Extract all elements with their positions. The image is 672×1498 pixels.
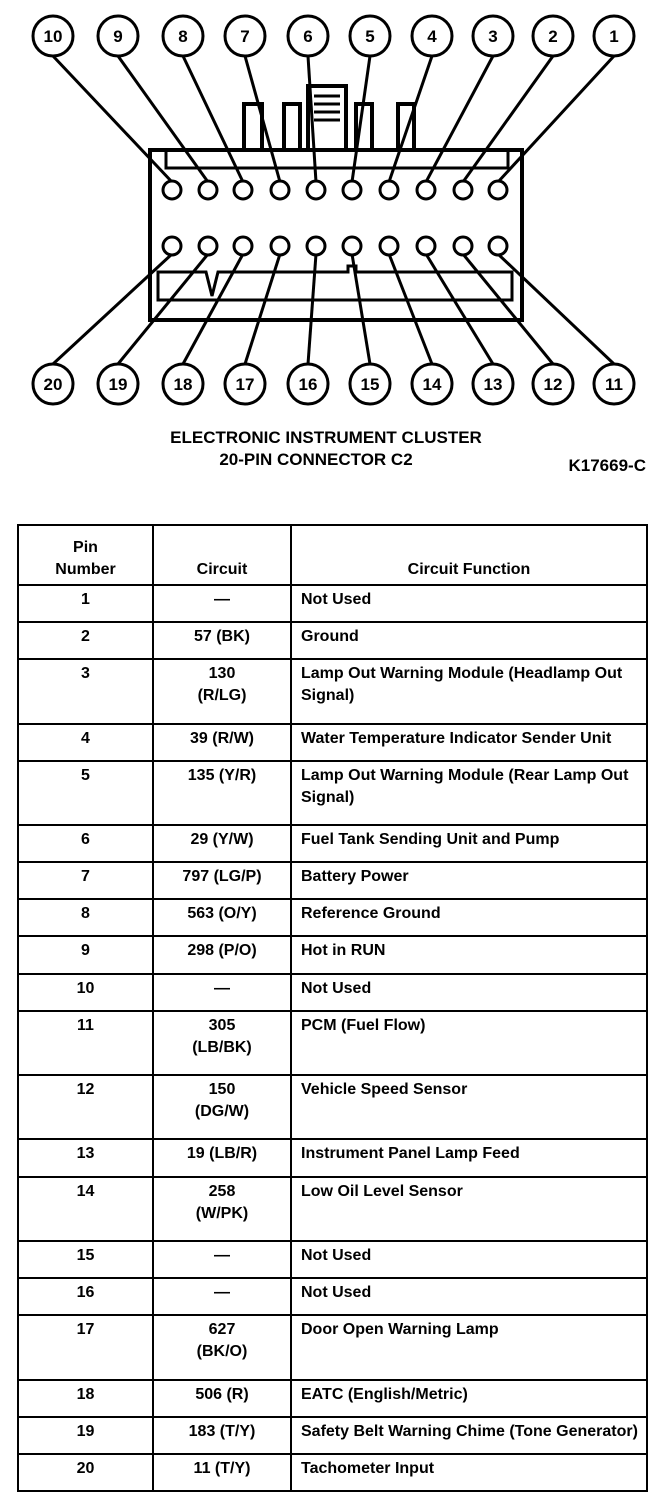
circuit-function-cell: Reference Ground — [291, 899, 647, 936]
circuit-cell: — — [153, 1278, 291, 1315]
pin-number-cell: 14 — [18, 1177, 153, 1241]
pin-number-cell: 18 — [18, 1380, 153, 1417]
circuit-cell: — — [153, 974, 291, 1011]
top-pin-leader-line — [498, 56, 614, 182]
top-pin-callout — [98, 16, 138, 56]
callout-number: 17 — [235, 375, 255, 394]
header-circuit: Circuit — [153, 525, 291, 585]
callout-number: 15 — [360, 375, 380, 394]
bottom-pin-pin-hole — [454, 237, 472, 255]
circuit-function-cell: Door Open Warning Lamp — [291, 1315, 647, 1379]
table-row — [18, 974, 647, 1011]
header-circuit-function: Circuit Function — [291, 525, 647, 585]
circuit-cell: 135 (Y/R) — [153, 761, 291, 825]
top-pin-callout — [225, 16, 265, 56]
top-pin-callout — [473, 16, 513, 56]
circuit-function-cell: Low Oil Level Sensor — [291, 1177, 647, 1241]
bottom-pin-callout — [225, 364, 265, 404]
top-pin-callout — [533, 16, 573, 56]
circuit-cell: 57 (BK) — [153, 622, 291, 659]
top-pin-pin-hole — [307, 181, 325, 199]
bottom-pin-callout — [533, 364, 573, 404]
top-pin-leader-line — [426, 56, 493, 182]
bottom-pin-callout — [473, 364, 513, 404]
top-pin-pin-hole — [489, 181, 507, 199]
bottom-pin-callout — [33, 364, 73, 404]
bottom-pin-pin-hole — [417, 237, 435, 255]
circuit-function-cell: Not Used — [291, 585, 647, 622]
callout-number: 10 — [43, 27, 63, 46]
bottom-pin-pin-hole — [271, 237, 289, 255]
table-row — [18, 1177, 647, 1241]
callout-number: 7 — [240, 27, 250, 46]
table-row — [18, 622, 647, 659]
top-pin-leader-line — [53, 56, 172, 182]
callout-number: 20 — [43, 375, 63, 394]
circuit-cell: 258 (W/PK) — [153, 1177, 291, 1241]
diagram-title: ELECTRONIC INSTRUMENT CLUSTER — [170, 428, 482, 447]
top-pin-callout — [288, 16, 328, 56]
pin-number-cell: 15 — [18, 1241, 153, 1278]
circuit-cell: 29 (Y/W) — [153, 825, 291, 862]
circuit-function-cell: EATC (English/Metric) — [291, 1380, 647, 1417]
circuit-cell: 298 (P/O) — [153, 936, 291, 973]
callout-number: 2 — [548, 27, 558, 46]
pin-number-cell: 1 — [18, 585, 153, 622]
circuit-function-cell: Water Temperature Indicator Sender Unit — [291, 724, 647, 761]
table-row — [18, 1315, 647, 1379]
circuit-cell: 797 (LG/P) — [153, 862, 291, 899]
bottom-pin-callout — [98, 364, 138, 404]
circuit-function-cell: Not Used — [291, 974, 647, 1011]
pin-number-cell: 10 — [18, 974, 153, 1011]
table-row — [18, 1278, 647, 1315]
bottom-pin-leader-line — [53, 254, 172, 364]
circuit-function-cell: Fuel Tank Sending Unit and Pump — [291, 825, 647, 862]
pin-table — [17, 524, 648, 1492]
top-pin-pin-hole — [343, 181, 361, 199]
bottom-pin-pin-hole — [199, 237, 217, 255]
pin-number-cell: 12 — [18, 1075, 153, 1139]
circuit-function-cell: Lamp Out Warning Module (Headlamp Out Signal) — [291, 659, 647, 723]
pin-number-cell: 8 — [18, 899, 153, 936]
bottom-pin-callout — [163, 364, 203, 404]
callout-number: 11 — [605, 375, 623, 394]
circuit-function-cell: Lamp Out Warning Module (Rear Lamp Out Signal) — [291, 761, 647, 825]
table-row — [18, 761, 647, 825]
pin-number-cell: 13 — [18, 1139, 153, 1176]
bottom-pin-pin-hole — [380, 237, 398, 255]
top-pin-leader-line — [245, 56, 280, 182]
callout-number: 3 — [488, 27, 498, 46]
top-pin-callout — [33, 16, 73, 56]
top-pin-leader-line — [183, 56, 243, 182]
circuit-function-cell: Not Used — [291, 1278, 647, 1315]
top-pin-callout — [350, 16, 390, 56]
circuit-function-cell: Safety Belt Warning Chime (Tone Generator) — [291, 1417, 647, 1454]
bottom-pin-pin-hole — [234, 237, 252, 255]
table-row — [18, 659, 647, 723]
diagram-subtitle: 20-PIN CONNECTOR C2 — [219, 450, 413, 469]
callout-number: 16 — [298, 375, 318, 394]
callout-number: 19 — [108, 375, 128, 394]
table-row — [18, 585, 647, 622]
top-pin-pin-hole — [380, 181, 398, 199]
bottom-pin-pin-hole — [343, 237, 361, 255]
callout-number: 8 — [178, 27, 188, 46]
pin-number-cell: 4 — [18, 724, 153, 761]
bottom-pin-callout — [412, 364, 452, 404]
top-pin-callout — [163, 16, 203, 56]
callout-number: 4 — [427, 27, 437, 46]
connector-diagram — [0, 0, 672, 420]
pin-number-cell: 9 — [18, 936, 153, 973]
callout-number: 6 — [303, 27, 313, 46]
circuit-cell: 506 (R) — [153, 1380, 291, 1417]
table-row — [18, 936, 647, 973]
top-pin-leader-line — [389, 56, 432, 182]
top-pin-pin-hole — [234, 181, 252, 199]
bottom-pin-callout — [350, 364, 390, 404]
circuit-cell: 39 (R/W) — [153, 724, 291, 761]
header-pin-number: Pin Number — [18, 525, 153, 585]
circuit-function-cell: Hot in RUN — [291, 936, 647, 973]
table-row — [18, 1075, 647, 1139]
circuit-cell: 130 (R/LG) — [153, 659, 291, 723]
table-row — [18, 1380, 647, 1417]
bottom-pin-callout — [594, 364, 634, 404]
circuit-cell: 183 (T/Y) — [153, 1417, 291, 1454]
table-row — [18, 1454, 647, 1491]
pin-number-cell: 11 — [18, 1011, 153, 1075]
circuit-function-cell: Battery Power — [291, 862, 647, 899]
callout-number: 5 — [365, 27, 375, 46]
circuit-function-cell: Instrument Panel Lamp Feed — [291, 1139, 647, 1176]
table-row — [18, 1011, 647, 1075]
top-pin-leader-line — [118, 56, 208, 182]
pin-number-cell: 5 — [18, 761, 153, 825]
circuit-cell: 150 (DG/W) — [153, 1075, 291, 1139]
callout-number: 12 — [543, 375, 563, 394]
pin-number-cell: 17 — [18, 1315, 153, 1379]
circuit-cell: 11 (T/Y) — [153, 1454, 291, 1491]
table-row — [18, 724, 647, 761]
pin-number-cell: 3 — [18, 659, 153, 723]
pin-number-cell: 6 — [18, 825, 153, 862]
table-row — [18, 899, 647, 936]
top-pin-pin-hole — [417, 181, 435, 199]
bottom-pin-pin-hole — [163, 237, 181, 255]
pin-number-cell: 7 — [18, 862, 153, 899]
callout-number: 14 — [422, 375, 442, 394]
circuit-cell: — — [153, 1241, 291, 1278]
bottom-pin-callout — [288, 364, 328, 404]
callout-number: 1 — [609, 27, 619, 46]
pin-number-cell: 2 — [18, 622, 153, 659]
table-row — [18, 862, 647, 899]
circuit-function-cell: PCM (Fuel Flow) — [291, 1011, 647, 1075]
table-row — [18, 1139, 647, 1176]
pin-number-cell: 19 — [18, 1417, 153, 1454]
circuit-cell: 305 (LB/BK) — [153, 1011, 291, 1075]
top-pin-callout — [412, 16, 452, 56]
connector-housing — [150, 86, 522, 320]
callout-number: 18 — [173, 375, 193, 394]
bottom-pin-pin-hole — [307, 237, 325, 255]
circuit-function-cell: Tachometer Input — [291, 1454, 647, 1491]
top-pin-callout — [594, 16, 634, 56]
circuit-cell: 563 (O/Y) — [153, 899, 291, 936]
circuit-cell: 627 (BK/O) — [153, 1315, 291, 1379]
circuit-function-cell: Not Used — [291, 1241, 647, 1278]
circuit-function-cell: Vehicle Speed Sensor — [291, 1075, 647, 1139]
top-pin-pin-hole — [271, 181, 289, 199]
top-pin-pin-hole — [199, 181, 217, 199]
top-pin-pin-hole — [163, 181, 181, 199]
table-row — [18, 825, 647, 862]
table-header-row — [18, 525, 647, 585]
circuit-cell: — — [153, 585, 291, 622]
table-row — [18, 1241, 647, 1278]
pin-number-cell: 20 — [18, 1454, 153, 1491]
pin-number-cell: 16 — [18, 1278, 153, 1315]
circuit-function-cell: Ground — [291, 622, 647, 659]
table-row — [18, 1417, 647, 1454]
top-pin-pin-hole — [454, 181, 472, 199]
figure-number: K17669-C — [568, 456, 646, 475]
bottom-pin-pin-hole — [489, 237, 507, 255]
bottom-pin-leader-line — [498, 254, 614, 364]
circuit-cell: 19 (LB/R) — [153, 1139, 291, 1176]
callout-number: 13 — [483, 375, 503, 394]
callout-number: 9 — [113, 27, 123, 46]
